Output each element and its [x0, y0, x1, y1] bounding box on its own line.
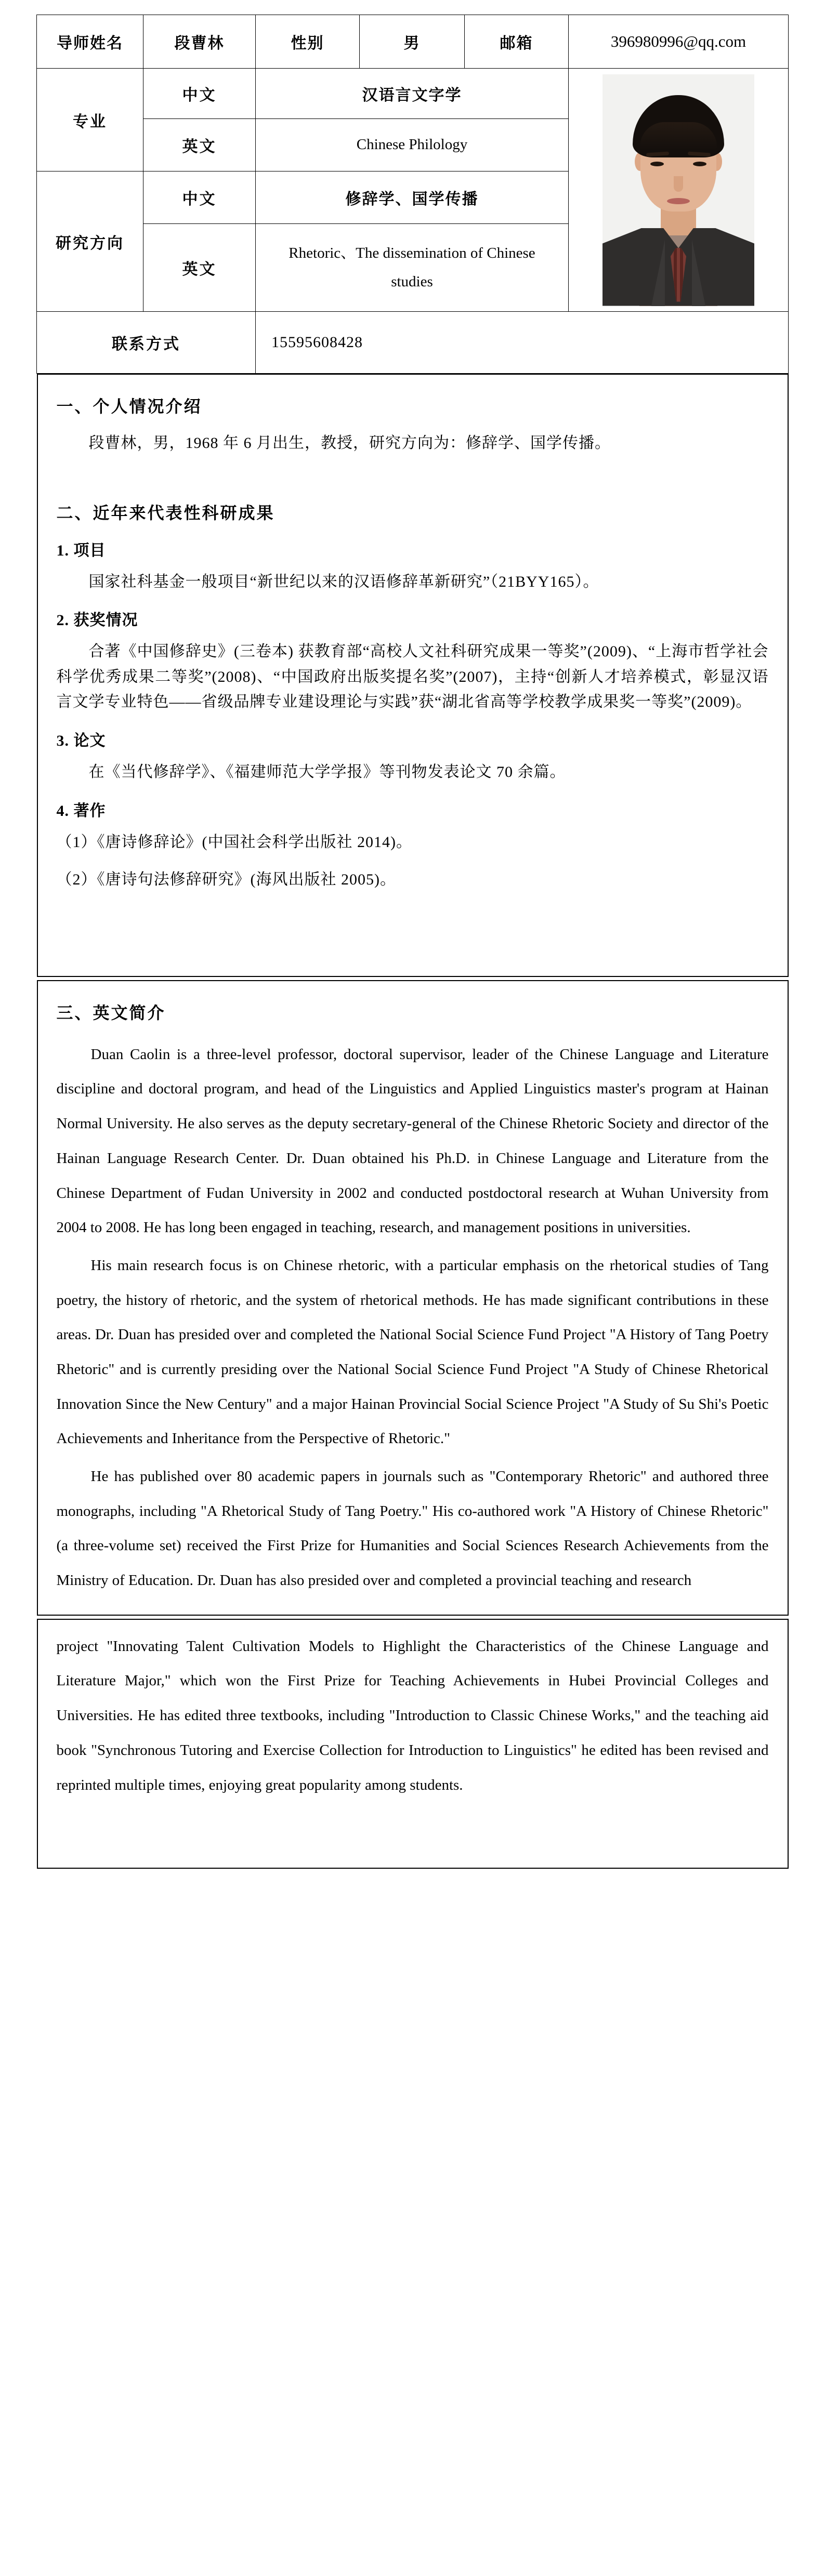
portrait-lapel-right [692, 240, 705, 306]
english-paragraph-3b: project "Innovating Talent Cultivation Models to Highlight the Characteristics of the Chinese Language and Literature Major," which won the First Prize for Teaching Achievements in Hubei Provincial Colleges and Universities. He has edited three textbooks, including "Introduction to Classic Chinese Works," and the teaching aid book "Synchronous Tutoring and Exercise Collection for Introduction to Linguistics" he edited has been revised and reprinted multiple times, enjoying great popularity among students. [56, 1637, 769, 1793]
cell-major-cn-value: 汉语言文字学 [256, 69, 569, 119]
subsection-papers-label: 3. 论文 [56, 732, 106, 749]
table-row-header [37, 15, 789, 69]
section-english-bio-continued [37, 1619, 789, 1869]
portrait-eye-left [650, 162, 664, 166]
book-item-2: （2）《唐诗句法修辞研究》(海风出版社 2005)。 [56, 871, 396, 889]
book-item-1: （1）《唐诗修辞论》(中国社会科学出版社 2014)。 [56, 833, 412, 851]
cell-email-label: 邮箱 [465, 15, 569, 69]
subsection-awards-label: 2. 获奖情况 [56, 612, 138, 629]
cell-portrait [569, 69, 789, 312]
table-row-contact [37, 312, 789, 374]
english-paragraph-1: Duan Caolin is a three-level professor, doctoral supervisor, leader of the Chinese Language and Literature discipline and doctoral program, and head of the Linguistics and Applied Linguistics master's program at Hainan Normal University. He also serves as the deputy secretary-general of the Chinese Rhetoric Society and director of the Hainan Language Research Center. Dr. Duan obtained his Ph.D. in Chinese Language and Literature from the Chinese Department of Fudan University in 2002 and conducted postdoctoral research at Wuhan University from 2004 to 2008. He has long been engaged in teaching, research, and management positions in universities. [56, 1046, 769, 1236]
english-paragraph-2: His main research focus is on Chinese rhetoric, with a particular emphasis on the rhetorical studies of Tang poetry, the history of rhetoric, and the system of rhetorical methods. He has made significant contributions in these areas. Dr. Duan has presided over and completed the National Social Science Fund Project "A History of Tang Poetry Rhetoric" and is currently presiding over the National Social Science Fund Project "A Study of Chinese Rhetorical Innovation Since the New Century" and a major Hainan Provincial Social Science Project "A Study of Su Shi's Poetic Achievements and Inheritance from the Perspective of Rhetoric." [56, 1257, 769, 1447]
cell-major-en-value: Chinese Philology [256, 119, 569, 171]
cell-contact-value: 15595608428 [256, 312, 789, 374]
portrait-eye-right [693, 162, 706, 166]
cell-gender-value: 男 [360, 15, 465, 69]
cell-research-label: 研究方向 [37, 171, 143, 312]
spacer [57, 470, 769, 495]
subsection-projects-label: 1. 项目 [56, 541, 106, 559]
cell-name-value: 段曹林 [143, 15, 256, 69]
subsection-awards-text: 合著《中国修辞史》(三卷本) 获教育部“高校人文社科研究成果一等奖”(2009)、“上海市哲学社会科学优秀成果二等奖”(2008)、“中国政府出版奖提名奖”(2007)，主持“创新人才培养模式，彰显汉语言文学专业特色——省级品牌专业建设理论与实践”获“湖北省高等学校教学成果奖一等奖”(2009)。 [56, 643, 769, 711]
section-chinese-profile [37, 374, 789, 977]
cell-research-cn-label: 中文 [143, 171, 256, 224]
cell-email-value: 396980996@qq.com [569, 15, 789, 69]
table-row-major-cn [37, 69, 789, 119]
section-one-paragraph: 段曹林，男，1968 年 6 月出生，教授，研究方向为：修辞学、国学传播。 [88, 434, 611, 452]
spacer [57, 905, 769, 962]
subsection-projects-text: 国家社科基金一般项目“新世纪以来的汉语修辞革新研究”（21BYY165）。 [88, 573, 599, 590]
cell-gender-label: 性别 [256, 15, 360, 69]
portrait-nose [674, 176, 683, 192]
section-english-bio [37, 980, 789, 1616]
cell-research-en-value: Rhetoric、The dissemination of Chinese studies [256, 224, 569, 312]
english-paragraph-3a: He has published over 80 academic papers in journals such as "Contemporary Rhetoric" and authored three monographs, including "A Rhetorical Study of Tang Poetry." His co-authored work "A History of Chinese Rhetoric" (a three-volume set) received the First Prize for Humanities and Social Sciences Research Achievements from the Ministry of Education. Dr. Duan has also presided over and completed a provincial teaching and research [56, 1468, 769, 1589]
document-page [0, 15, 825, 2576]
subsection-papers-text: 在《当代修辞学》、《福建师范大学学报》等刊物发表论文 70 余篇。 [88, 763, 566, 781]
cell-contact-label: 联系方式 [37, 312, 256, 374]
subsection-books-label: 4. 著作 [56, 802, 106, 820]
cell-major-cn-label: 中文 [143, 69, 256, 119]
portrait-mouth [667, 198, 690, 204]
section-one-title: 一、个人情况介绍 [56, 397, 202, 416]
portrait-photo [603, 74, 754, 306]
cell-major-en-label: 英文 [143, 119, 256, 171]
cell-research-en-label: 英文 [143, 224, 256, 312]
cell-research-cn-value: 修辞学、国学传播 [256, 171, 569, 224]
portrait-lapel-left [651, 240, 665, 306]
portrait-hair [633, 95, 724, 157]
cell-major-label: 专业 [37, 69, 143, 171]
section-three-title: 三、英文简介 [56, 1003, 166, 1022]
supervisor-info-table [36, 15, 789, 374]
cell-name-label: 导师姓名 [37, 15, 143, 69]
section-two-title: 二、近年来代表性科研成果 [56, 503, 275, 522]
